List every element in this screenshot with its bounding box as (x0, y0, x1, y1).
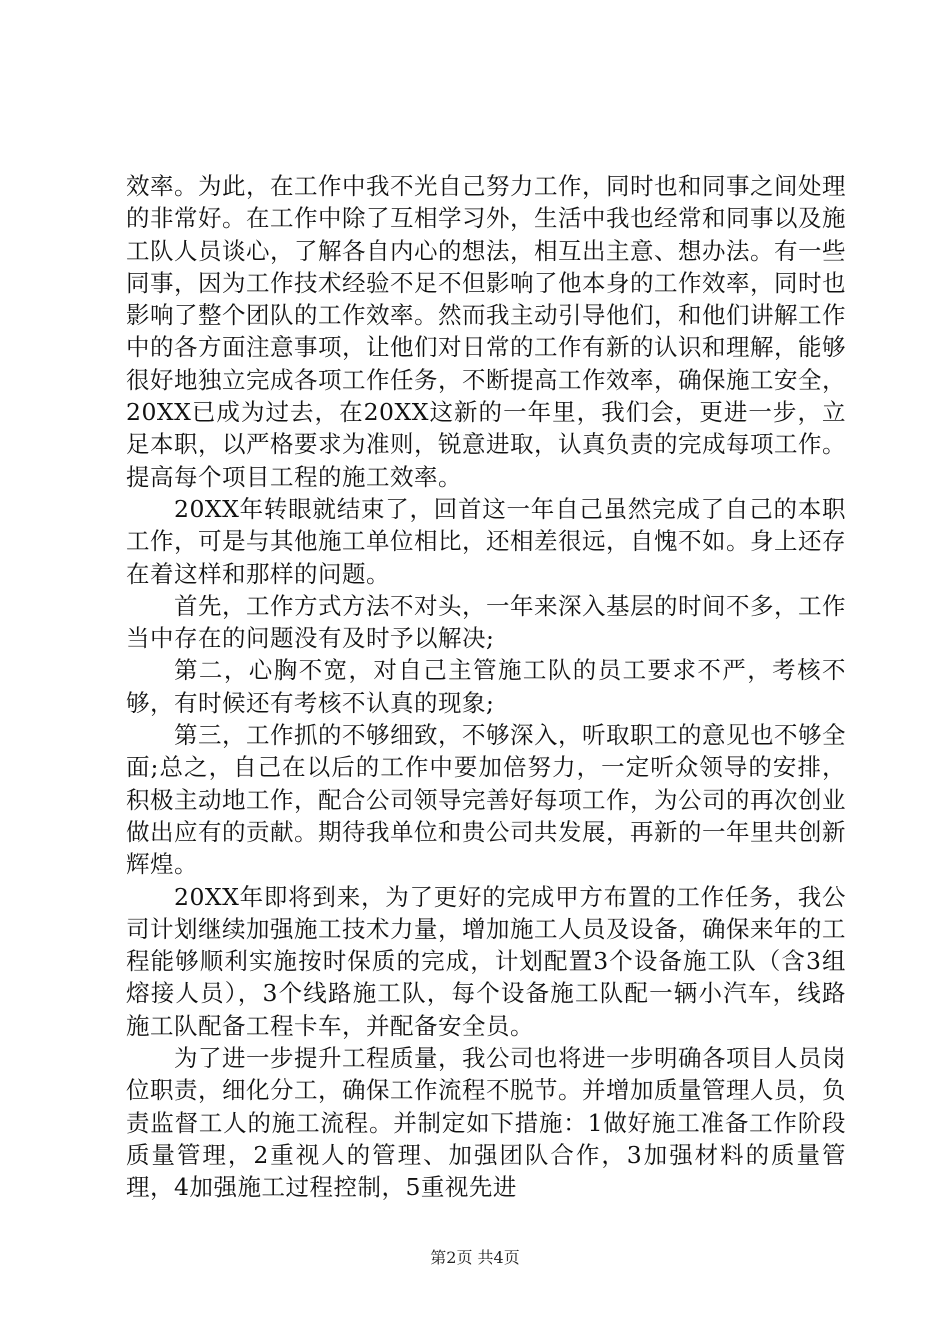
paragraph-7: 为了进一步提升工程质量，我公司也将进一步明确各项目人员岗位职责，细化分工，确保工作流程不脱节。并增加质量管理人员，负责监督工人的施工流程。并制定如下措施：1做好施工准备工作阶段质量管理，2重视人的管理、加强团队合作，3加强材料的质量管理，4加强施工过程控制，5重视先进 (126, 1044, 846, 1202)
paragraph-1: 效率。为此，在工作中我不光自己努力工作，同时也和同事之间处理的非常好。在工作中除了互相学习外，生活中我也经常和同事以及施工队人员谈心，了解各自内心的想法，相互出主意、想办法。有一些同事，因为工作技术经验不足不但影响了他本身的工作效率，同时也影响了整个团队的工作效率。然而我主动引导他们，和他们讲解工作中的各方面注意事项，让他们对日常的工作有新的认识和理解，能够很好地独立完成各项工作任务，不断提高工作效率，确保施工安全，20XX已成为过去，在20XX这新的一年里，我们会，更进一步，立足本职，以严格要求为准则，锐意进取，认真负责的完成每项工作。提高每个项目工程的施工效率。 (126, 172, 846, 491)
page-footer: 第2页 共4页 (430, 1248, 520, 1267)
paragraph-4: 第二，心胸不宽，对自己主管施工队的员工要求不严，考核不够，有时候还有考核不认真的现象; (126, 656, 846, 717)
paragraph-2: 20XX年转眼就结束了，回首这一年自己虽然完成了自己的本职工作，可是与其他施工单位相比，还相差很远，自愧不如。身上还存在着这样和那样的问题。 (126, 494, 846, 588)
body-text (126, 170, 846, 1204)
paragraph-5: 第三，工作抓的不够细致，不够深入，听取职工的意见也不够全面;总之，自己在以后的工作中要加倍努力，一定听众领导的安排，积极主动地工作，配合公司领导完善好每项工作，为公司的再次创业做出应有的贡献。期待我单位和贵公司共发展，再新的一年里共创新辉煌。 (126, 721, 846, 879)
paragraph-3: 首先，工作方式方法不对头，一年来深入基层的时间不多，工作当中存在的问题没有及时予以解决; (126, 591, 846, 653)
paragraph-6: 20XX年即将到来，为了更好的完成甲方布置的工作任务，我公司计划继续加强施工技术力量，增加施工人员及设备，确保来年的工程能够顺利实施按时保质的完成，计划配置3个设备施工队（含3组熔接人员），3个线路施工队，每个设备施工队配一辆小汽车，线路施工队配备工程卡车，并配备安全员。 (126, 882, 846, 1040)
